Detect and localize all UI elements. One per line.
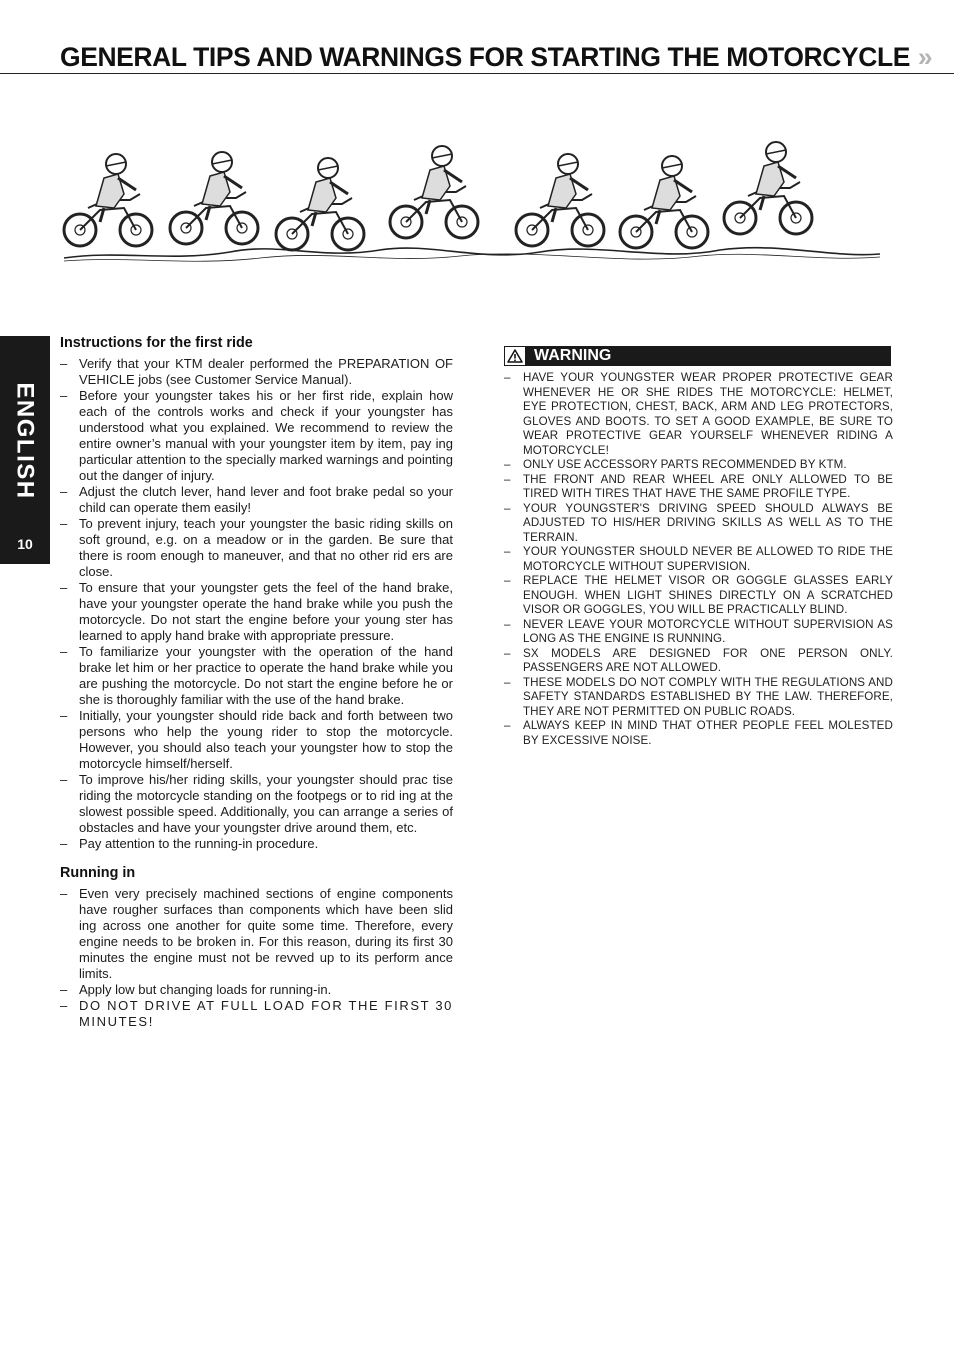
list-item: – THESE MODELS DO NOT COMPLY WITH THE REGULATIONS AND SAFETY STANDARDS ESTABLISHED BY THE LAW. THEREFORE, THEY ARE NOT PERMITTED ON PUBLIC ROADS. <box>504 676 893 720</box>
instructions-list <box>60 356 453 852</box>
list-item: – Apply low but changing loads for running-in. <box>60 982 453 998</box>
warning-list <box>504 371 893 748</box>
warning-header <box>504 346 891 366</box>
list-item: – YOUR YOUNGSTER'S DRIVING SPEED SHOULD ALWAYS BE ADJUSTED TO HIS/HER DRIVING SKILLS AS WELL AS TO THE TERRAIN. <box>504 502 893 546</box>
list-item: – REPLACE THE HELMET VISOR OR GOGGLE GLASSES EARLY ENOUGH. WHEN LIGHT SHINES DIRECTLY ON A SCRATCHED VISOR OR GOGGLES, YOU WILL BE PRACTICALLY BLIND. <box>504 574 893 618</box>
right-column <box>504 346 893 748</box>
warning-label: WARNING <box>534 347 612 364</box>
list-item: – ALWAYS KEEP IN MIND THAT OTHER PEOPLE FEEL MOLESTED BY EXCESSIVE NOISE. <box>504 719 893 748</box>
list-item: – Verify that your KTM dealer performed the PREPARATION OF VEHICLE jobs (see Customer Service Manual). <box>60 356 453 388</box>
list-item: – SX MODELS ARE DESIGNED FOR ONE PERSON ONLY. PASSENGERS ARE NOT ALLOWED. <box>504 647 893 676</box>
ground-line <box>64 248 880 258</box>
rider-icon <box>64 154 152 246</box>
left-column <box>60 334 453 1030</box>
page-title <box>60 42 932 73</box>
running-in-heading: Running in <box>60 864 136 881</box>
list-item: – HAVE YOUR YOUNGSTER WEAR PROPER PROTECTIVE GEAR WHENEVER HE OR SHE RIDES THE MOTORCYCLE: HELMET, EYE PROTECTION, CHEST, BACK, ARM AND LEG PROTECTORS, GLOVES AND BOOTS. TO SET A GOOD EXAMPLE, BE SURE TO WEAR PROTECTIVE GEAR YOURSELF WHENEVER RIDING A MOTORCYCLE! <box>504 371 893 458</box>
list-item: – To familiarize your youngster with the operation of the hand brake let him or her practice to operate the hand brake while you are pushing the motorcycle. Do not start the engine before he or she is thoroughly familiar with the use of the hand brake. <box>60 644 453 708</box>
warning-triangle-icon <box>504 346 526 366</box>
title-rule <box>0 73 954 74</box>
list-item: – To ensure that your youngster gets the feel of the hand brake, have your youngster operate the hand brake while you push the motorcycle. Do not start the engine before your young ster has learned to apply hand brake with appropriate pressure. <box>60 580 453 644</box>
list-item: – DO NOT DRIVE AT FULL LOAD FOR THE FIRST 30 MINUTES! <box>60 998 453 1030</box>
list-item: – To improve his/her riding skills, your youngster should prac tise riding the motorcycle standing on the footpegs or to rid ing at the slowest possible speed. Additionally, you can arrange a series of obstacles and have your youngster drive around them, etc. <box>60 772 453 836</box>
riders-illustration <box>60 138 884 272</box>
list-item: – Before your youngster takes his or her first ride, explain how each of the controls works and check if your youngster has understood what you explained. We recommend to review the entire owner’s manual with your youngster item by item, pay ing particular attention to the specially marked warnings and pointing out the danger of injury. <box>60 388 453 484</box>
page-number: 10 <box>17 536 33 552</box>
language-text: ENGLISH <box>12 382 39 500</box>
language-tab <box>0 336 50 564</box>
list-item: – Adjust the clutch lever, hand lever and foot brake pedal so your child can operate them easily! <box>60 484 453 516</box>
list-item: – YOUR YOUNGSTER SHOULD NEVER BE ALLOWED TO RIDE THE MOTORCYCLE WITHOUT SUPERVISION. <box>504 545 893 574</box>
list-item: – Even very precisely machined sections of engine components have rougher surfaces than components which have been slid ing across one another for quite some time. Therefore, every engine needs to be broken in. For this reason, during its first 30 minutes the engine must not be revved up to its perform ance limits. <box>60 886 453 982</box>
language-label <box>6 382 44 500</box>
list-item: – ONLY USE ACCESSORY PARTS RECOMMENDED BY KTM. <box>504 458 893 473</box>
page-title-text: GENERAL TIPS AND WARNINGS FOR STARTING THE MOTORCYCLE <box>60 42 910 72</box>
list-item: – NEVER LEAVE YOUR MOTORCYCLE WITHOUT SUPERVISION AS LONG AS THE ENGINE IS RUNNING. <box>504 618 893 647</box>
list-item: – Initially, your youngster should ride back and forth between two persons who help the young rider to stop the motorcycle. However, you should also teach your youngster how to stop the motorcycle himself/herself. <box>60 708 453 772</box>
list-item: – THE FRONT AND REAR WHEEL ARE ONLY ALLOWED TO BE TIRED WITH TIRES THAT HAVE THE SAME PROFILE TYPE. <box>504 473 893 502</box>
list-item: – To prevent injury, teach your youngster the basic riding skills on soft ground, e.g. on a meadow or in the garden. Be sure that there is room enough to maneuver, and that no other rid ers are close. <box>60 516 453 580</box>
list-item: – Pay attention to the running-in procedure. <box>60 836 453 852</box>
running-in-list <box>60 886 453 1030</box>
chevron-icon: » <box>917 42 933 72</box>
instructions-heading: Instructions for the first ride <box>60 334 253 351</box>
